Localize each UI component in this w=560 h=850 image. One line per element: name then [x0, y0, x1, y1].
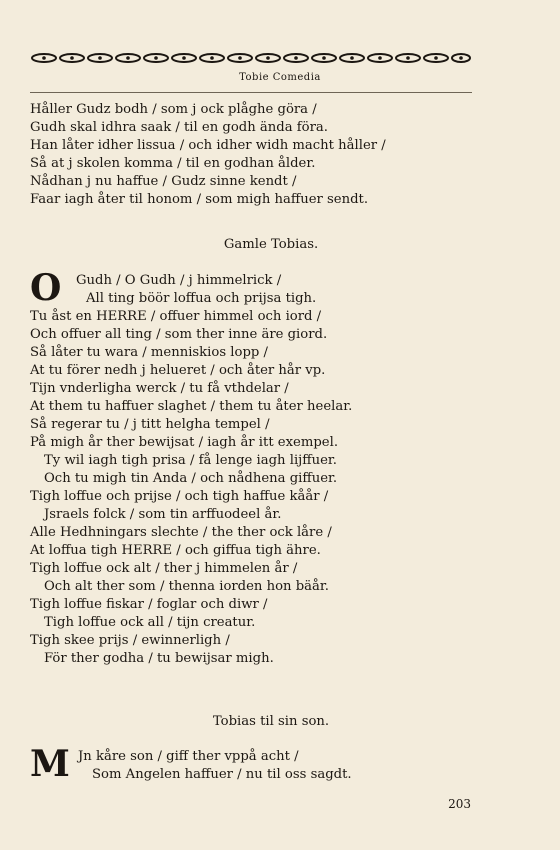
verse-line: För ther godha / tu bewijsar migh. [44, 651, 274, 666]
verse-line: Alle Hedhningars slechte / the ther ock låre / [30, 525, 332, 540]
verse-section-3 [30, 743, 472, 785]
verse-line: Tigh loffue fiskar / foglar och diwr / [30, 597, 268, 612]
verse-line: Gudh skal idhra saak / til en godh ända föra. [30, 120, 328, 135]
drop-cap: M [30, 743, 70, 785]
dropcap-group [30, 267, 472, 309]
verse-line: Han låter idher lissua / och idher widh macht håller / [30, 138, 386, 153]
verse-line: Jn kåre son / giff ther vppå acht / [78, 749, 299, 764]
page-number: 203 [448, 797, 471, 811]
verse-line: Faar iagh åter til honom / som migh haffuer sendt. [30, 192, 369, 207]
verse-line: Så regerar tu / j titt helgha tempel / [30, 417, 270, 432]
verse-line: Så låter tu wara / menniskios lopp / [30, 345, 268, 360]
speaker-heading-1: Gamle Tobias. [223, 237, 319, 252]
verse-line: Tigh loffue ock alt / ther j himmelen år / [30, 561, 298, 576]
verse-line: Som Angelen haffuer / nu til oss sagdt. [92, 767, 352, 782]
header-ornament [30, 52, 472, 64]
verse-line: All ting böör loffua och prijsa tigh. [86, 291, 317, 306]
verse-line: At loffua tigh HERRE / och giffua tigh ähre. [30, 543, 321, 558]
header-rule [30, 92, 472, 93]
verse-line: At them tu haffuer slaghet / them tu åter heelar. [30, 399, 353, 414]
verse-line: Tigh skee prijs / ewinnerligh / [30, 633, 230, 648]
verse-section-1 [30, 101, 472, 209]
verse-line: Tijn vnderligha werck / tu få vthdelar / [30, 381, 289, 396]
speaker-heading-2: Tobias til sin son. [212, 714, 330, 729]
verse-line: Tu åst en HERRE / offuer himmel och iord / [30, 309, 322, 324]
verse-line: Håller Gudz bodh / som j ock plåghe göra / [30, 102, 317, 117]
verse-line: Och tu migh tin Anda / och nådhena giffuer. [44, 471, 338, 486]
verse-line: At tu förer nedh j helueret / och åter hår vp. [30, 363, 326, 378]
running-head: Tobie Comedia [239, 72, 321, 83]
verse-line: Jsraels folck / som tin arffuodeel år. [44, 507, 282, 522]
verse-line: Och offuer all ting / som ther inne äre giord. [30, 327, 328, 342]
verse-line: Så at j skolen komma / til en godhan ålder. [30, 156, 316, 171]
verse-line: Och alt ther som / thenna iorden hon bäår. [44, 579, 329, 594]
verse-line: Ty wil iagh tigh prisa / få lenge iagh lijffuer. [44, 453, 337, 468]
dropcap-group [30, 743, 472, 785]
verse-line: Gudh / O Gudh / j himmelrick / [76, 273, 282, 288]
drop-cap: O [30, 267, 62, 309]
verse-section-2 [30, 267, 472, 668]
verse-line: Tigh loffue ock all / tijn creatur. [44, 615, 256, 630]
verse-line: På migh år ther bewijsat / iagh år itt exempel. [30, 435, 339, 450]
verse-line: Nådhan j nu haffue / Gudz sinne kendt / [30, 174, 297, 189]
verse-line: Tigh loffue och prijse / och tigh haffue kåår / [30, 489, 329, 504]
